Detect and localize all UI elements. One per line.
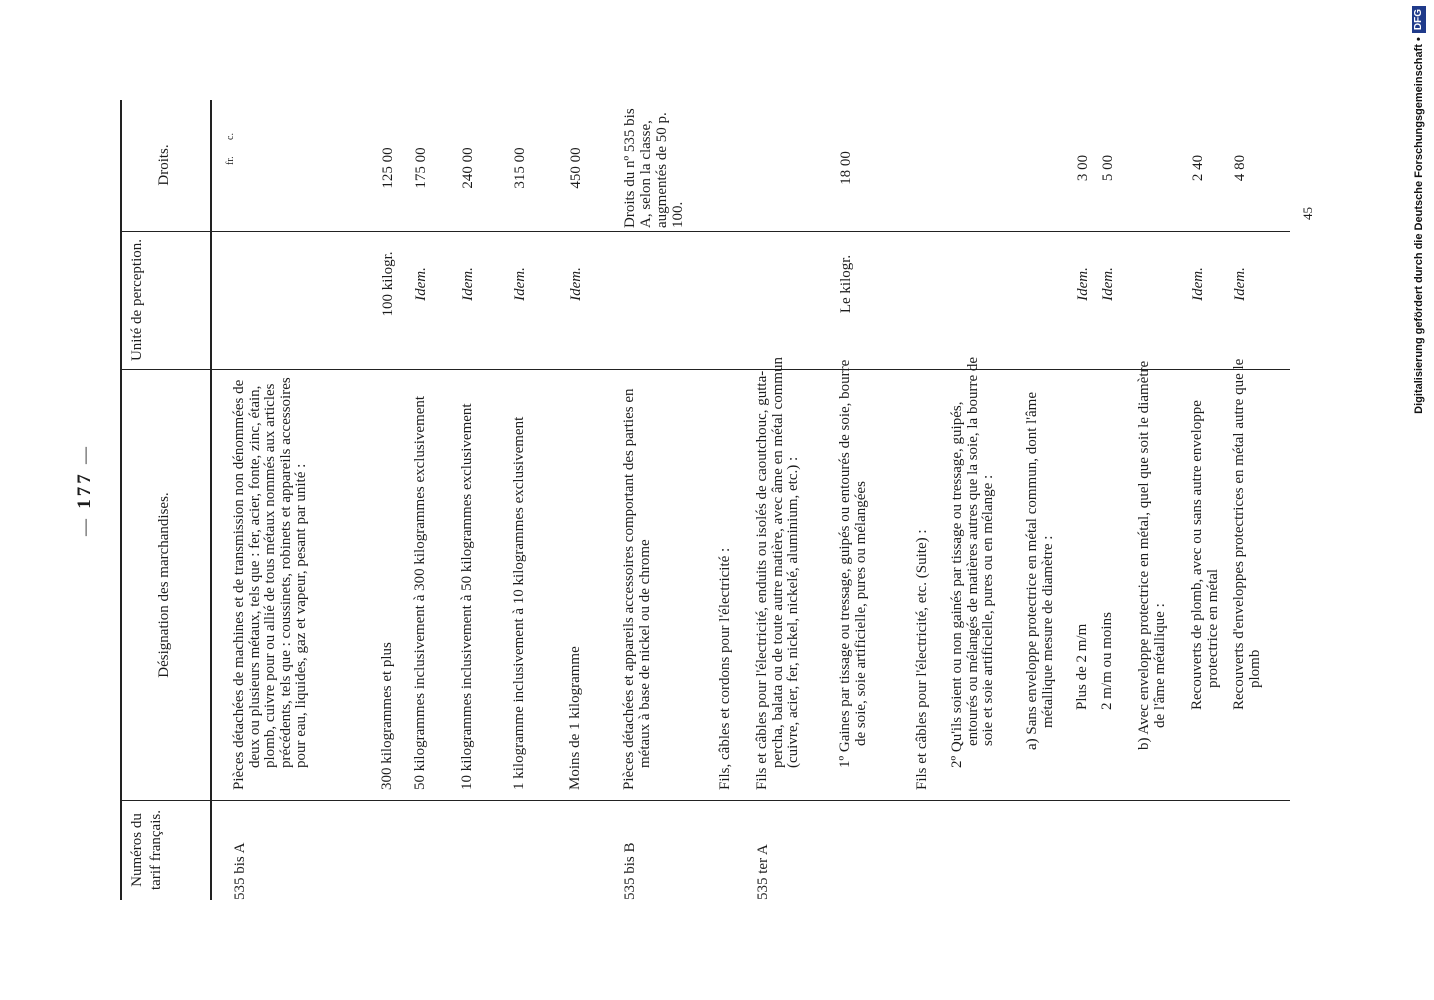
duty-value: Droits du nº 535 bis A, selon la classe, augmentés de 50 p. 100. xyxy=(622,108,686,228)
header-tariff-number: Numéros du tarif français. xyxy=(129,810,164,890)
duty-value: 5 00 xyxy=(1100,154,1116,182)
column-rule-1 xyxy=(120,800,1290,801)
duty-value: 175 00 xyxy=(413,147,429,189)
header-unit: Unité de perception. xyxy=(129,238,145,362)
unit-of-levy: Idem. xyxy=(512,267,528,301)
designation-text: Fils et câbles pour l'électricité, etc. (Suite) : xyxy=(914,529,930,790)
designation-text: 1º Gaines par tissage ou tressage, guipés ou entourés de soie, bourre de soie, soie artificielle, pures ou mélangées xyxy=(837,359,869,768)
designation-text: Pièces détachées et appareils accessoires comportant des parties en métaux à base de nickel ou de chrome xyxy=(621,388,653,790)
designation-text: Fils, câbles et cordons pour l'électricité : xyxy=(717,547,733,790)
unit-of-levy: Idem. xyxy=(1232,267,1248,301)
header-designation: Désignation des marchandises. xyxy=(156,492,172,678)
dfg-logo: DFG xyxy=(1412,6,1426,33)
designation-text: Moins de 1 kilogramme xyxy=(567,646,583,790)
designation-text: 2º Qu'ils soient ou non gainés par tissage ou tressage, guipés, entourés ou mélangés de matières autres que la soie, la bourre de soie et soie artificielle, pures ou en mélange : xyxy=(949,356,996,768)
currency-fr: fr. xyxy=(225,156,236,165)
designation-text: b) Avec enveloppe protectrice en métal, quel que soit le diamètre de l'âme métallique : xyxy=(1136,360,1168,750)
designation-text: Recouverts d'enveloppes protectrices en métal autre que le plomb xyxy=(1231,358,1263,710)
unit-of-levy: Idem. xyxy=(1100,267,1116,301)
designation-text: a) Sans enveloppe protectrice en métal commun, dont l'âme métallique mesure de diamètre : xyxy=(1024,392,1056,750)
tariff-number: 535 ter A xyxy=(755,844,771,900)
currency-c: c. xyxy=(225,133,236,140)
signature-number: 45 xyxy=(1300,207,1315,220)
designation-text: Recouverts de plomb, avec ou sans autre enveloppe protectrice en métal xyxy=(1189,400,1221,710)
duty-value: 3 00 xyxy=(1075,154,1091,182)
tariff-number: 535 bis B xyxy=(622,842,638,900)
designation-text: Pièces détachées de machines et de transmission non dénommées de deux ou plusieurs métaux, tels que : fer, acier, fonte, zinc, étain, plomb, cuivre pour ou allié de tous métaux nommés aux articles précédents, tels que : coussinets, robinets et appareils accessoires pour eau, liquides, gaz et vapeur, pesant par unité : xyxy=(231,377,309,790)
unit-of-levy: 100 kilogr. xyxy=(380,251,396,317)
column-rule-3 xyxy=(120,231,1290,232)
dfg-side-note xyxy=(1406,6,1432,992)
designation-text: Plus de 2 m/m xyxy=(1074,623,1090,710)
designation-text: 2 m/m ou moins xyxy=(1099,612,1115,710)
duty-value: 315 00 xyxy=(512,147,528,189)
duty-value: 18 00 xyxy=(838,151,854,185)
designation-text: 50 kilogrammes inclusivement à 300 kilogrammes exclusivement xyxy=(412,395,428,790)
duty-value: 450 00 xyxy=(568,147,584,189)
designation-text: 300 kilogrammes et plus xyxy=(379,642,395,790)
dfg-note-text: Digitalisierung gefördert durch die Deutsche Forschungsgemeinschaft • xyxy=(1413,37,1425,414)
designation-text: 10 kilogrammes inclusivement à 50 kilogrammes exclusivement xyxy=(459,403,475,790)
unit-of-levy: Idem. xyxy=(413,267,429,301)
header-bottom-rule xyxy=(210,100,212,900)
duty-value: 2 40 xyxy=(1190,154,1206,182)
header-duties: Droits. xyxy=(156,144,172,186)
unit-of-levy: Le kilogr. xyxy=(838,254,854,314)
duty-value: 240 00 xyxy=(460,147,476,189)
unit-of-levy: Idem. xyxy=(1190,267,1206,301)
unit-of-levy: Idem. xyxy=(1075,267,1091,301)
designation-text: 1 kilogramme inclusivement à 10 kilogrammes exclusivement xyxy=(511,416,527,790)
unit-of-levy: Idem. xyxy=(568,267,584,301)
table-top-rule xyxy=(120,100,122,900)
duty-value: 125 00 xyxy=(380,147,396,189)
tariff-number: 535 bis A xyxy=(232,842,248,900)
page-number: — 177 — xyxy=(74,444,95,536)
unit-of-levy: Idem. xyxy=(460,267,476,301)
duty-value: 4 80 xyxy=(1232,154,1248,182)
designation-text: Fils et câbles pour l'électricité, enduits ou isolés de caoutchouc, gutta-percha, balata ou de toute autre matière, avec âme en métal commun (cuivre, acier, fer, nickel, nickelé, aluminium, etc.) : xyxy=(754,356,801,790)
